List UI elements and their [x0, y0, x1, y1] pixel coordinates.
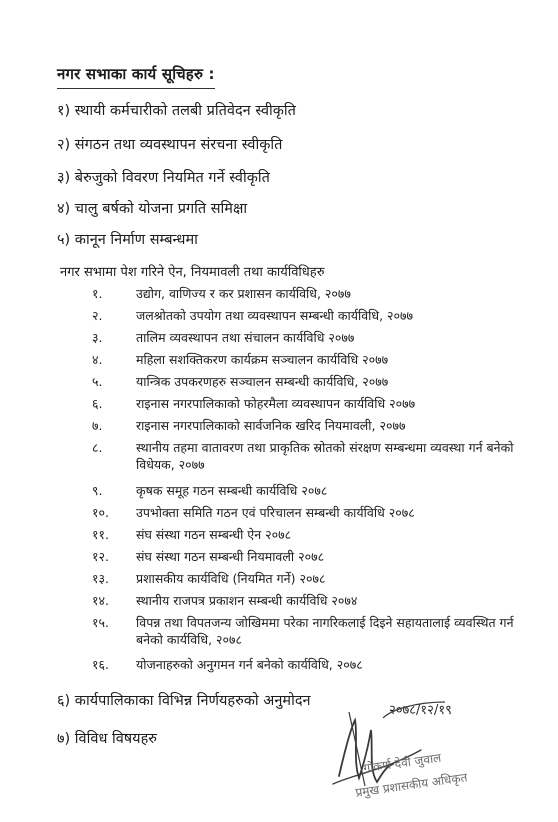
law-title: उपभोक्ता समिति गठन एवं परिचालन सम्बन्धी कार्यविधि २०७८: [136, 505, 415, 520]
signature-date: २०७८/१२/१९: [389, 703, 452, 718]
law-number: २.: [92, 308, 103, 323]
law-title: योजनाहरुको अनुगमन गर्न बनेको कार्यविधि, २०७८: [136, 657, 363, 672]
law-number: ८.: [92, 440, 103, 455]
agenda-item: ६) कार्यपालिकाका विभिन्न निर्णयहरुको अनुमोदन: [57, 693, 311, 709]
law-title: तालिम व्यवस्थापन तथा संचालन कार्यविधि २०७७: [136, 330, 355, 345]
law-title: जलश्रोतको उपयोग तथा व्यवस्थापन सम्बन्धी कार्यविधि, २०७७: [136, 308, 414, 323]
law-title: स्थानीय तहमा वातावरण तथा प्राकृतिक स्रोतको संरक्षण सम्बन्धमा व्यवस्था गर्न बनेको विधेयक, २०७७: [136, 440, 514, 472]
law-title: संघ संस्था गठन सम्बन्धी ऐन २०७८: [136, 527, 292, 542]
law-number: ७.: [92, 418, 103, 433]
law-title: महिला सशक्तिकरण कार्यक्रम सञ्चालन कार्यविधि २०७७: [136, 352, 389, 367]
law-number: १३.: [92, 571, 109, 586]
officer-name: गोकर्ण देवी जुवाल: [362, 750, 443, 776]
agenda-item: ५) कानून निर्माण सम्बन्धमा: [57, 232, 198, 248]
law-title: प्रशासकीय कार्यविधि (नियमित गर्ने) २०७८: [136, 571, 326, 586]
law-title: यान्त्रिक उपकरणहरु सञ्चालन सम्बन्धी कार्यविधि, २०७७: [136, 374, 389, 389]
law-number: ४.: [92, 352, 103, 367]
laws-heading: नगर सभामा पेश गरिने ऐन, नियमावली तथा कार्यविधिहरु: [60, 265, 325, 280]
law-number: १०.: [92, 505, 109, 520]
agenda-item: २) संगठन तथा व्यवस्थापन संरचना स्वीकृति: [57, 137, 283, 153]
law-number: १४.: [92, 593, 109, 608]
signature-block: [325, 690, 469, 805]
law-title: राइनास नगरपालिकाको फोहरमैला व्यवस्थापन कार्यविधि २०७७: [136, 396, 416, 411]
law-number: १६.: [92, 657, 109, 672]
law-number: १५.: [92, 615, 109, 630]
agenda-item: ४) चालु बर्षको योजना प्रगति समिक्षा: [57, 201, 248, 217]
officer-title: प्रमुख प्रशासकीय अधिकृत: [354, 770, 469, 800]
law-number: ९.: [92, 483, 103, 498]
law-number: ६.: [92, 396, 103, 411]
law-title: राइनास नगरपालिकाको सार्वजनिक खरिद नियमावली, २०७७: [136, 418, 406, 433]
law-number: ३.: [92, 330, 103, 345]
law-title: स्थानीय राजपत्र प्रकाशन सम्बन्धी कार्यविधि २०७४: [136, 593, 358, 608]
law-title: विपन्न तथा विपतजन्य जोखिममा परेका नागरिकलाई दिइने सहायतालाई व्यवस्थित गर्न बनेको कार्यविधि, २०७८: [136, 615, 514, 647]
law-title: संघ संस्था गठन सम्बन्धी नियमावली २०७८: [136, 549, 325, 564]
law-number: १.: [92, 286, 103, 301]
law-number: १२.: [92, 549, 109, 564]
agenda-item: ३) बेरुजुको विवरण नियमित गर्ने स्वीकृति: [57, 170, 270, 186]
heading-underline: [57, 88, 215, 89]
law-number: ५.: [92, 374, 103, 389]
agenda-item: १) स्थायी कर्मचारीको तलबी प्रतिवेदन स्वीकृति: [57, 103, 296, 119]
agenda-item: ७) विविध विषयहरु: [57, 731, 157, 747]
agenda-heading: नगर सभाका कार्य सूचिहरु :: [57, 64, 215, 84]
law-number: ११.: [92, 527, 109, 542]
law-title: कृषक समूह गठन सम्बन्धी कार्यविधि २०७८: [136, 483, 328, 498]
law-title: उद्योग, वाणिज्य र कर प्रशासन कार्यविधि, २०७७: [136, 286, 351, 301]
